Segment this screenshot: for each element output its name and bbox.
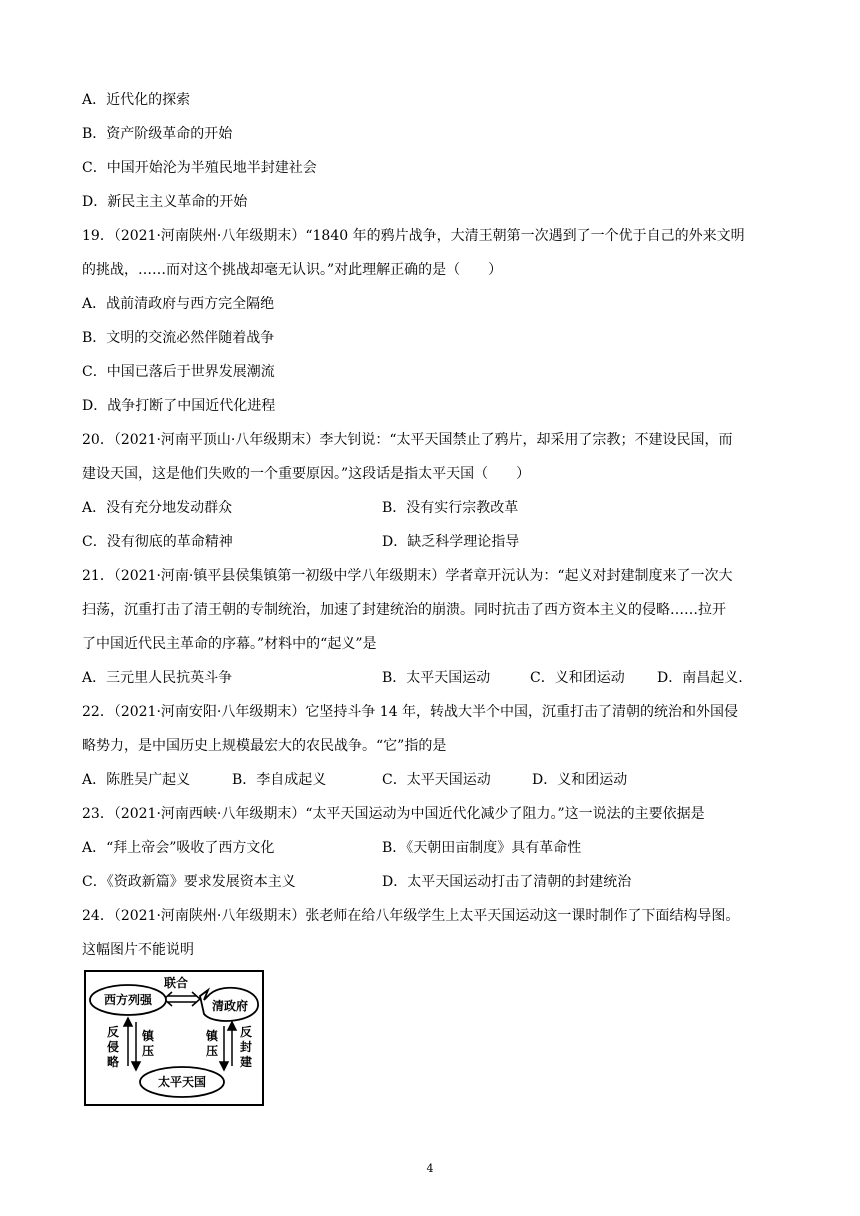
q20-stem-line-1: 20．（2021·河南平顶山·八年级期末）李大钊说：“太平天国禁止了鸦片，却采用了宗教；不建设民国，而 [82, 432, 733, 448]
q21-option-c: C．义和团运动 [530, 670, 625, 686]
q21-stem-line-1: 21．（2021·河南·镇平县侯集镇第一初级中学八年级期末）学者章开沅认为：“起义对封建制度来了一次大 [82, 568, 733, 584]
q22-option-d: D．义和团运动 [532, 772, 628, 788]
q19-option-a: A．战前清政府与西方完全隔绝 [82, 296, 275, 312]
q19-stem-line-1: 19．（2021·河南陕州·八年级期末）“1840 年的鸦片战争，大清王朝第一次遇到了一个优于自己的外来文明 [82, 228, 745, 244]
q24-stem-line-1: 24．（2021·河南陕州·八年级期末）张老师在给八年级学生上太平天国运动这一课时制作了下面结构导图。 [82, 908, 740, 924]
q20-option-c: C．没有彻底的革命精神 [82, 534, 233, 550]
q18-option-d: D．新民主主义革命的开始 [82, 194, 248, 210]
q20-option-a: A．没有充分地发动群众 [82, 500, 233, 516]
q19-option-b: B．文明的交流必然伴随着战争 [82, 330, 275, 346]
q22-stem-line-1: 22．（2021·河南安阳·八年级期末）它坚持斗争 14 年，转战大半个中国，沉重打击了清朝的统治和外国侵 [82, 704, 739, 720]
label-anti-feudal-3: 建 [239, 1055, 253, 1069]
label-anti-aggression-1: 反 [106, 1025, 120, 1039]
q21-stem-line-3: 了中国近代民主革命的序幕。”材料中的“起义”是 [82, 636, 377, 652]
q23-stem-line-1: 23．（2021·河南西峡·八年级期末）“太平天国运动为中国近代化减少了阻力。”这一说法的主要依据是 [82, 806, 705, 822]
label-suppress-right-1: 镇 [205, 1029, 219, 1043]
q19-option-c: C．中国已落后于世界发展潮流 [82, 364, 275, 380]
q22-option-b: B．李自成起义 [232, 772, 327, 788]
q19-stem-line-2: 的挑战，……而对这个挑战却毫无认识。”对此理解正确的是（ ） [82, 262, 503, 278]
structure-diagram [84, 970, 264, 1106]
label-suppress-left-1: 镇 [141, 1029, 155, 1043]
label-anti-aggression-2: 侵 [106, 1040, 120, 1054]
q22-option-c: C．太平天国运动 [382, 772, 491, 788]
q21-option-d: D．南昌起义. [657, 670, 743, 686]
q23-option-a: A．“拜上帝会”吸收了西方文化 [82, 840, 275, 856]
label-anti-feudal-2: 封 [239, 1040, 253, 1054]
q21-stem-line-2: 扫荡，沉重打击了清王朝的专制统治，加速了封建统治的崩溃。同时抗击了西方资本主义的侵略……拉开 [82, 602, 726, 618]
q18-option-b: B．资产阶级革命的开始 [82, 126, 233, 142]
q18-option-c: C．中国开始沦为半殖民地半封建社会 [82, 160, 317, 176]
q23-option-d: D．太平天国运动打击了清朝的封建统治 [382, 874, 632, 890]
q23-option-c: C．《资政新篇》要求发展资本主义 [82, 874, 296, 890]
q20-option-b: B．没有实行宗教改革 [382, 500, 519, 516]
q21-option-a: A．三元里人民抗英斗争 [82, 670, 233, 686]
label-taiping: 太平天国 [157, 1075, 207, 1089]
q24-stem-line-2: 这幅图片不能说明 [82, 942, 194, 958]
label-qing-government: 清政府 [211, 999, 249, 1013]
page-number: 4 [426, 1162, 434, 1175]
label-suppress-right-2: 压 [205, 1044, 219, 1058]
q18-option-a: A．近代化的探索 [82, 92, 191, 108]
q22-option-a: A．陈胜吴广起义 [82, 772, 191, 788]
q21-option-b: B．太平天国运动 [382, 670, 491, 686]
q20-stem-line-2: 建设天国，这是他们失败的一个重要原因。”这段话是指太平天国（ ） [82, 466, 531, 482]
label-western-powers: 西方列强 [103, 993, 153, 1007]
q22-stem-line-2: 略势力，是中国历史上规模最宏大的农民战争。“它”指的是 [82, 738, 447, 754]
label-suppress-left-2: 压 [141, 1044, 155, 1058]
label-anti-feudal-1: 反 [239, 1025, 253, 1039]
q23-option-b: B．《天朝田亩制度》具有革命性 [382, 840, 582, 856]
label-anti-aggression-3: 略 [106, 1055, 120, 1069]
q19-option-d: D．战争打断了中国近代化进程 [82, 398, 276, 414]
q20-option-d: D．缺乏科学理论指导 [382, 534, 520, 550]
label-alliance: 联合 [163, 976, 189, 990]
